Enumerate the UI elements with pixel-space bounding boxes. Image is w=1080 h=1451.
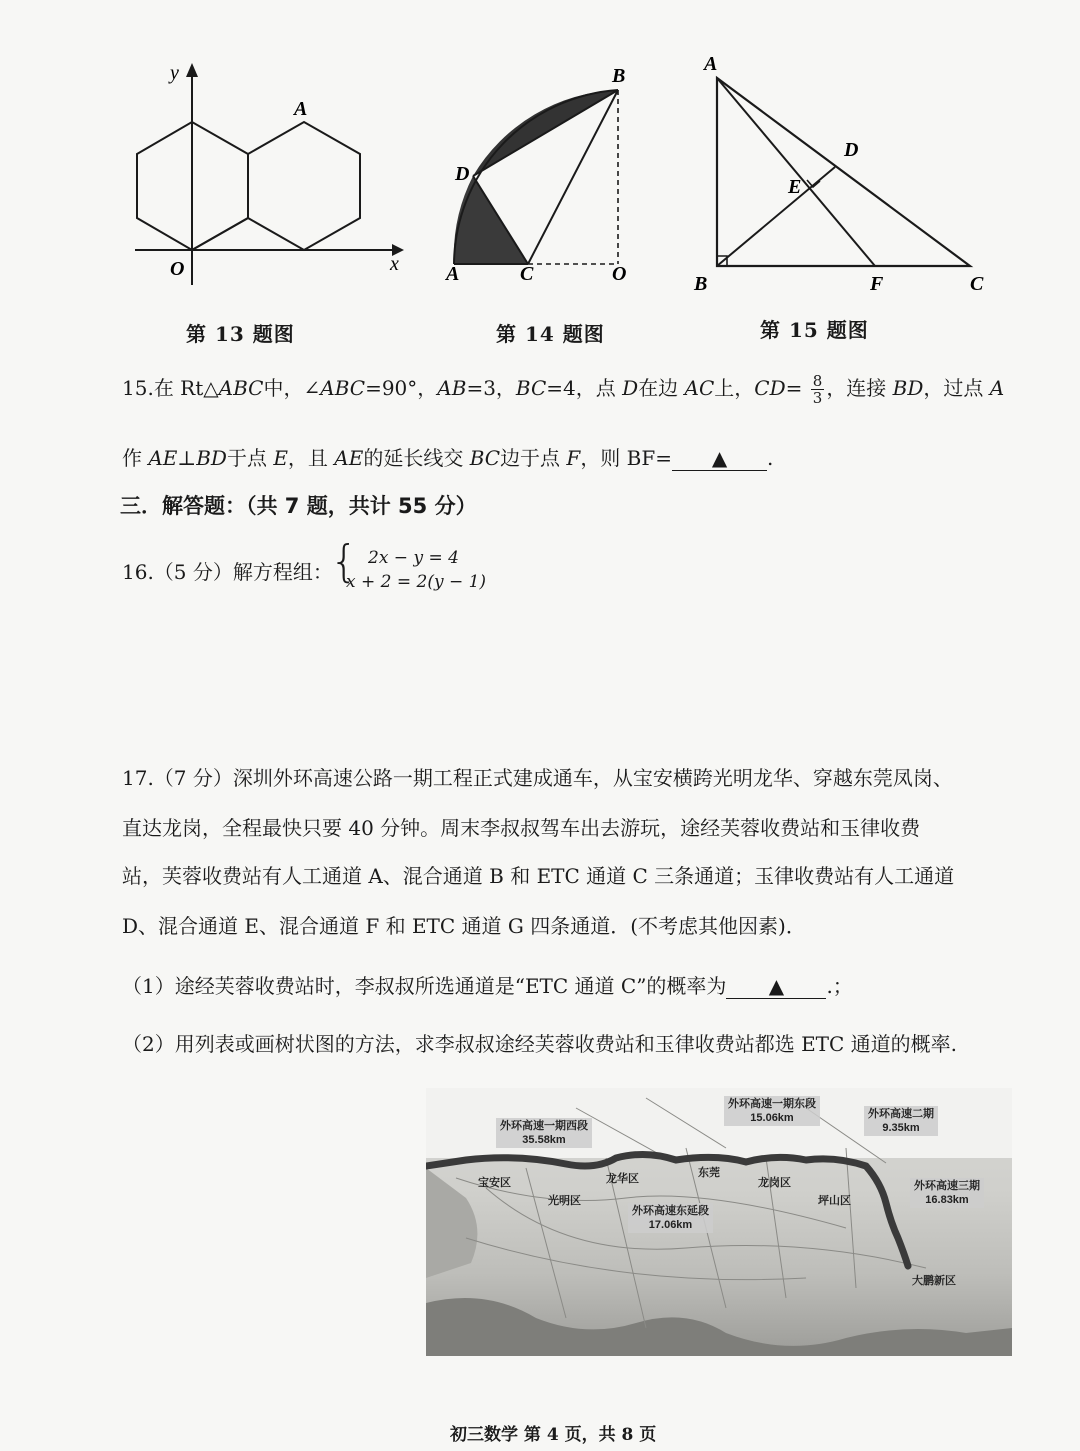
q17-line2: 直达龙岗，全程最快只要 40 分钟。周末李叔叔驾车出去游玩，途经芙蓉收费站和玉律收费 (122, 816, 921, 840)
label-d: D (844, 139, 859, 161)
label-c: C (520, 263, 534, 285)
q17-line4: D、混合通道 E、混合通道 F 和 ETC 通道 G 四条通道．(不考虑其他因素)． (122, 914, 806, 938)
answer-blank-17[interactable]: ▲ (726, 974, 826, 999)
label-phase2: 外环高速二期 9.35km (864, 1106, 938, 1136)
sea-area (426, 1298, 1012, 1356)
figure-15 (690, 50, 1000, 300)
label-o: O (612, 263, 627, 285)
q17-line1: 17.（7 分）深圳外环高速公路一期工程正式建成通车，从宝安横跨光明龙华、穿越东莞凤岗、 (122, 766, 953, 790)
label-a: A (446, 263, 460, 285)
section-title: 三．解答题：（共 7 题，共计 55 分） (120, 494, 477, 518)
label-a: A (294, 98, 308, 120)
label-e: E (788, 176, 802, 198)
label-y: y (170, 62, 179, 84)
y-arrow (186, 63, 198, 77)
system-brace: { (330, 536, 358, 587)
label-dapeng: 大鹏新区 (912, 1275, 956, 1287)
q16-eq2: x + 2 = 2(y − 1) (346, 572, 487, 592)
label-longgang: 龙岗区 (758, 1177, 791, 1189)
caption-15: 第 15 题图 (760, 318, 869, 342)
segment-bd (717, 167, 835, 266)
segment-af (717, 78, 875, 266)
q15-line1: 15.在 Rt△ABC中，∠ABC=90°，AB=3，BC=4，点 D在边 AC上，CD= $\frac{8}{3}$ ，连接 BD，过点 A (122, 372, 1005, 407)
q16-label: 16.（5 分）解方程组： (122, 560, 333, 584)
q17-part2: （2）用列表或画树状图的方法，求李叔叔途经芙蓉收费站和玉律收费站都选 ETC 通道的概率. (122, 1032, 958, 1056)
answer-blank-15[interactable]: ▲ (672, 446, 767, 471)
fraction-8-3: $\frac{8}{3}$ (812, 372, 823, 407)
q15-line2: 作 AE⊥BD于点 E，且 AE的延长线交 BC边于点 F，则 BF= ▲ . (122, 446, 774, 470)
label-guangming: 光明区 (548, 1195, 581, 1207)
triangle-abc (717, 78, 970, 266)
label-phase3: 外环高速三期 16.83km (910, 1178, 984, 1208)
hexagon-right (248, 122, 360, 250)
label-a: A (704, 53, 718, 75)
q17-line3: 站，芙蓉收费站有人工通道 A、混合通道 B 和 ETC 通道 C 三条通道；玉律收费站有人工通道 (122, 864, 955, 888)
label-longhua: 龙华区 (606, 1173, 639, 1185)
q17-part1: （1）途经芙蓉收费站时，李叔叔所选通道是“ETC 通道 C”的概率为 ▲ .； (122, 974, 853, 998)
highway-map (426, 1088, 1012, 1356)
label-d: D (455, 163, 470, 185)
label-west-phase: 外环高速一期西段 35.58km (496, 1118, 592, 1148)
label-dongguan: 东莞 (698, 1167, 720, 1179)
label-pingshan: 坪山区 (818, 1195, 851, 1207)
shaded-region-left (454, 176, 528, 264)
label-ext: 外环高速东延段 17.06km (628, 1203, 713, 1233)
figure-14 (440, 58, 640, 288)
caption-13: 第 13 题图 (186, 322, 295, 346)
bay-area (426, 1168, 477, 1278)
label-f: F (870, 273, 884, 295)
caption-14: 第 14 题图 (496, 322, 605, 346)
label-c: C (970, 273, 984, 295)
hexagon-link (192, 218, 248, 250)
page-footer: 初三数学 第 4 页，共 8 页 (450, 1425, 657, 1445)
label-b: B (694, 273, 708, 295)
label-baoan: 宝安区 (478, 1177, 511, 1189)
label-x: x (390, 253, 399, 275)
label-east-phase: 外环高速一期东段 15.06km (724, 1096, 820, 1126)
q16-eq1: 2x − y = 4 (368, 548, 459, 568)
figure-13 (120, 55, 420, 295)
label-b: B (612, 65, 626, 87)
label-o: O (170, 258, 185, 280)
